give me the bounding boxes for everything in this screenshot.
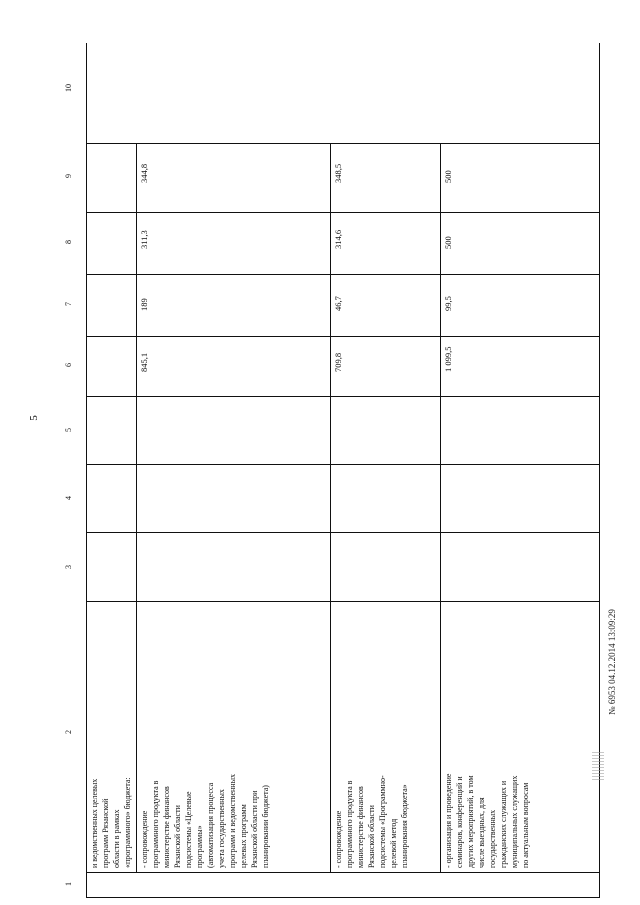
row-2-description-line: подсистемы «Целевые [184,791,193,868]
row-4-description-line: числе выездных, для [477,797,486,868]
header-row-divider [86,872,599,873]
row-4-description-line: государственных [488,809,497,868]
row-2-col7-value: 189 [139,298,149,311]
col-sep-6-7 [86,336,599,337]
header-col-6: 6 [64,363,73,367]
row-2-description-line: - сопровождение [140,810,149,868]
page-number: 5 [28,415,40,421]
table-border-left-col1 [86,897,599,898]
header-col-3: 3 [64,565,73,569]
row-3-col8-value: 314,6 [333,229,343,249]
row-3-description-line: Рязанской области [367,805,376,868]
row-3-description-line: планирования бюджета» [400,784,409,868]
row-1-description-line: «программного» бюджета: [123,777,132,868]
header-col-1: 1 [64,882,73,886]
row-4-description-line: семинаров, конференций и [455,776,464,868]
signature-stamp [592,752,604,780]
row-sep-2 [330,143,331,873]
header-col-5: 5 [64,428,73,432]
row-4-col6-value: 1 099,5 [443,346,453,372]
row-4-description-line: по актуальным вопросам [521,782,530,868]
col-sep-4-5 [86,464,599,465]
row-2-description-line: Рязанской области при [250,790,259,868]
row-4-col7-value: 99,5 [443,296,453,311]
row-1-description-line: и ведомственных целевых [90,778,99,868]
row-2-description-line: Рязанской области [173,805,182,868]
row-2-col8-value: 311,3 [139,230,149,249]
row-1-description-line: программ Рязанской [101,798,110,868]
row-3-description-line: - сопровождение [334,810,343,868]
row-4-description-line: - организация и проведение [444,773,453,868]
row-3-description-line: целевой метод [389,818,398,868]
row-3-description-line: министерстве финансов [356,786,365,868]
col-sep-3-4 [86,532,599,533]
col-sep-5-6 [86,396,599,397]
col-sep-2-3 [86,601,599,602]
row-sep-1 [136,143,137,873]
row-4-description-line: других мероприятий, в том [466,775,475,868]
col-sep-9-10 [86,143,599,144]
row-1-description-line: области в рамках [112,809,121,868]
row-2-description-line: планировании бюджета) [261,785,270,868]
row-4-col8-value: 500 [443,236,453,249]
row-2-description-line: целевых программ [239,804,248,868]
header-col-2: 2 [64,730,73,734]
row-2-col6-value: 845,1 [139,352,149,372]
row-3-col9-value: 348,5 [333,163,343,183]
row-4-col9-value: 500 [443,170,453,183]
row-2-col9-value: 344,8 [139,163,149,183]
table-border-top [86,43,87,898]
row-2-description-line: (автоматизация процесса [206,782,215,868]
row-sep-3 [440,143,441,873]
col-sep-7-8 [86,274,599,275]
row-4-description-line: муниципальных служащих [510,775,519,868]
registration-footer: № 6953 04.12.2014 13:09:29 [607,609,617,715]
row-2-description-line: программного продукта в [151,780,160,868]
row-2-description-line: учета государственных [217,789,226,868]
row-3-col6-value: 709,8 [333,352,343,372]
row-4-description-line: гражданских служащих и [499,780,508,868]
header-col-4: 4 [64,496,73,500]
header-col-7: 7 [64,302,73,306]
row-2-description-line: министерстве финансов [162,786,171,868]
header-col-9: 9 [64,174,73,178]
row-2-description-line: программы» [195,825,204,868]
row-3-description-line: подсистемы «Программно- [378,775,387,868]
header-col-8: 8 [64,240,73,244]
col-sep-8-9 [86,212,599,213]
row-3-description-line: программного продукта в [345,780,354,868]
row-3-col7-value: 46,7 [333,296,343,311]
header-col-10: 10 [64,84,73,92]
row-2-description-line: программ и ведомственных [228,774,237,868]
